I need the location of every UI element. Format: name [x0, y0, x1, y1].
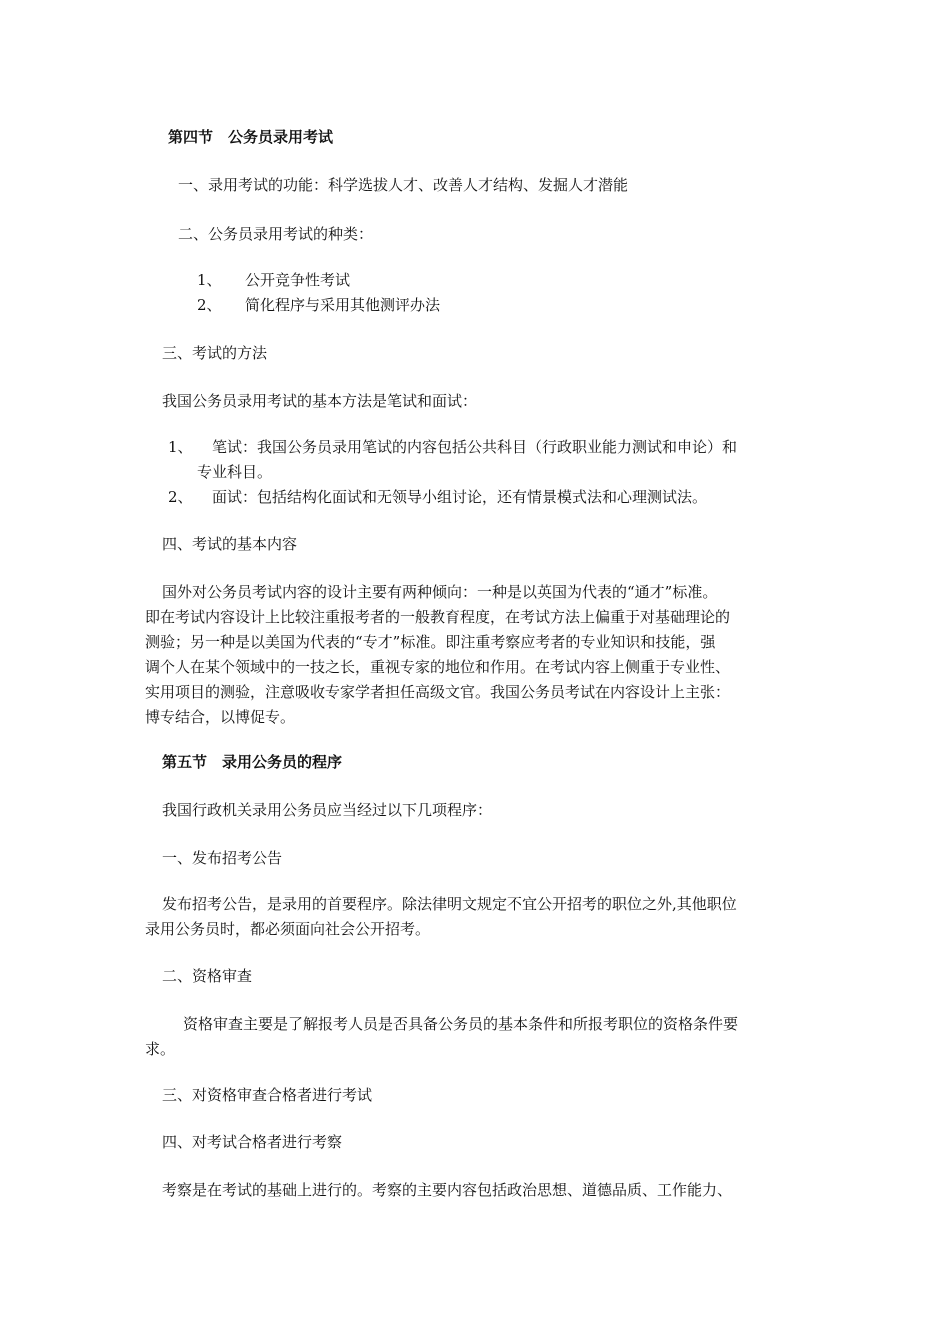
methods-intro: 我国公务员录用考试的基本方法是笔试和面试：: [162, 392, 478, 410]
section4-item4: 四、考试的基本内容: [162, 535, 298, 553]
content-para-line-2: 即在考试内容设计上比较注重报考者的一般教育程度，在考试方法上偏重于对基础理论的: [145, 608, 731, 626]
type-item-2-number: 2、: [197, 296, 222, 314]
step2-para-line-1: 资格审查主要是了解报考人员是否具备公务员的基本条件和所报考职位的资格条件要: [183, 1015, 739, 1033]
content-para-line-6: 博专结合，以博促专。: [145, 708, 296, 726]
content-para-line-1: 国外对公务员考试内容的设计主要有两种倾向：一种是以英国为代表的“通才”标准。: [162, 583, 718, 601]
method-item-1-number: 1、: [168, 438, 193, 456]
content-para-line-5: 实用项目的测验，注意吸收专家学者担任高级文官。我国公务员考试在内容设计上主张：: [145, 683, 731, 701]
step4-para-line-1: 考察是在考试的基础上进行的。考察的主要内容包括政治思想、道德品质、工作能力、: [162, 1181, 733, 1199]
method-item-2: [168, 484, 707, 511]
section4-heading: 第四节 公务员录用考试: [168, 128, 334, 146]
section4-item1: 一、录用考试的功能：科学选拔人才、改善人才结构、发掘人才潜能: [178, 176, 629, 194]
type-item-2-text: 简化程序与采用其他测评办法: [245, 296, 441, 314]
method-item-1-line2: 专业科目。: [197, 463, 273, 481]
method-item-1: [168, 434, 737, 461]
section5-intro: 我国行政机关录用公务员应当经过以下几项程序：: [162, 801, 493, 819]
content-para-line-3: 测验；另一种是以美国为代表的“专才”标准。即注重考察应考者的专业知识和技能，强: [145, 633, 716, 651]
step2-para-line-2: 求。: [145, 1040, 176, 1058]
type-item-1-number: 1、: [197, 271, 222, 289]
section5-step1: 一、发布招考公告: [162, 849, 283, 867]
type-item-2: [197, 292, 440, 319]
section4-item3: 三、考试的方法: [162, 344, 268, 362]
step1-para-line-1: 发布招考公告，是录用的首要程序。除法律明文规定不宜公开招考的职位之外,其他职位: [162, 895, 737, 913]
section4-item2: 二、公务员录用考试的种类：: [178, 225, 374, 243]
type-item-1-text: 公开竞争性考试: [245, 271, 351, 289]
method-item-1-line1: 笔试：我国公务员录用笔试的内容包括公共科目（行政职业能力测试和申论）和: [212, 438, 738, 456]
step1-para-line-2: 录用公务员时，都必须面向社会公开招考。: [145, 920, 431, 938]
content-para-line-4: 调个人在某个领域中的一技之长，重视专家的地位和作用。在考试内容上侧重于专业性、: [145, 658, 731, 676]
section5-heading: 第五节 录用公务员的程序: [162, 753, 343, 771]
section5-step4: 四、对考试合格者进行考察: [162, 1133, 343, 1151]
method-item-2-number: 2、: [168, 488, 193, 506]
type-item-1: [197, 267, 350, 294]
section5-step3: 三、对资格审查合格者进行考试: [162, 1086, 373, 1104]
method-item-2-line1: 面试：包括结构化面试和无领导小组讨论，还有情景模式法和心理测试法。: [212, 488, 708, 506]
section5-step2: 二、资格审查: [162, 967, 253, 985]
